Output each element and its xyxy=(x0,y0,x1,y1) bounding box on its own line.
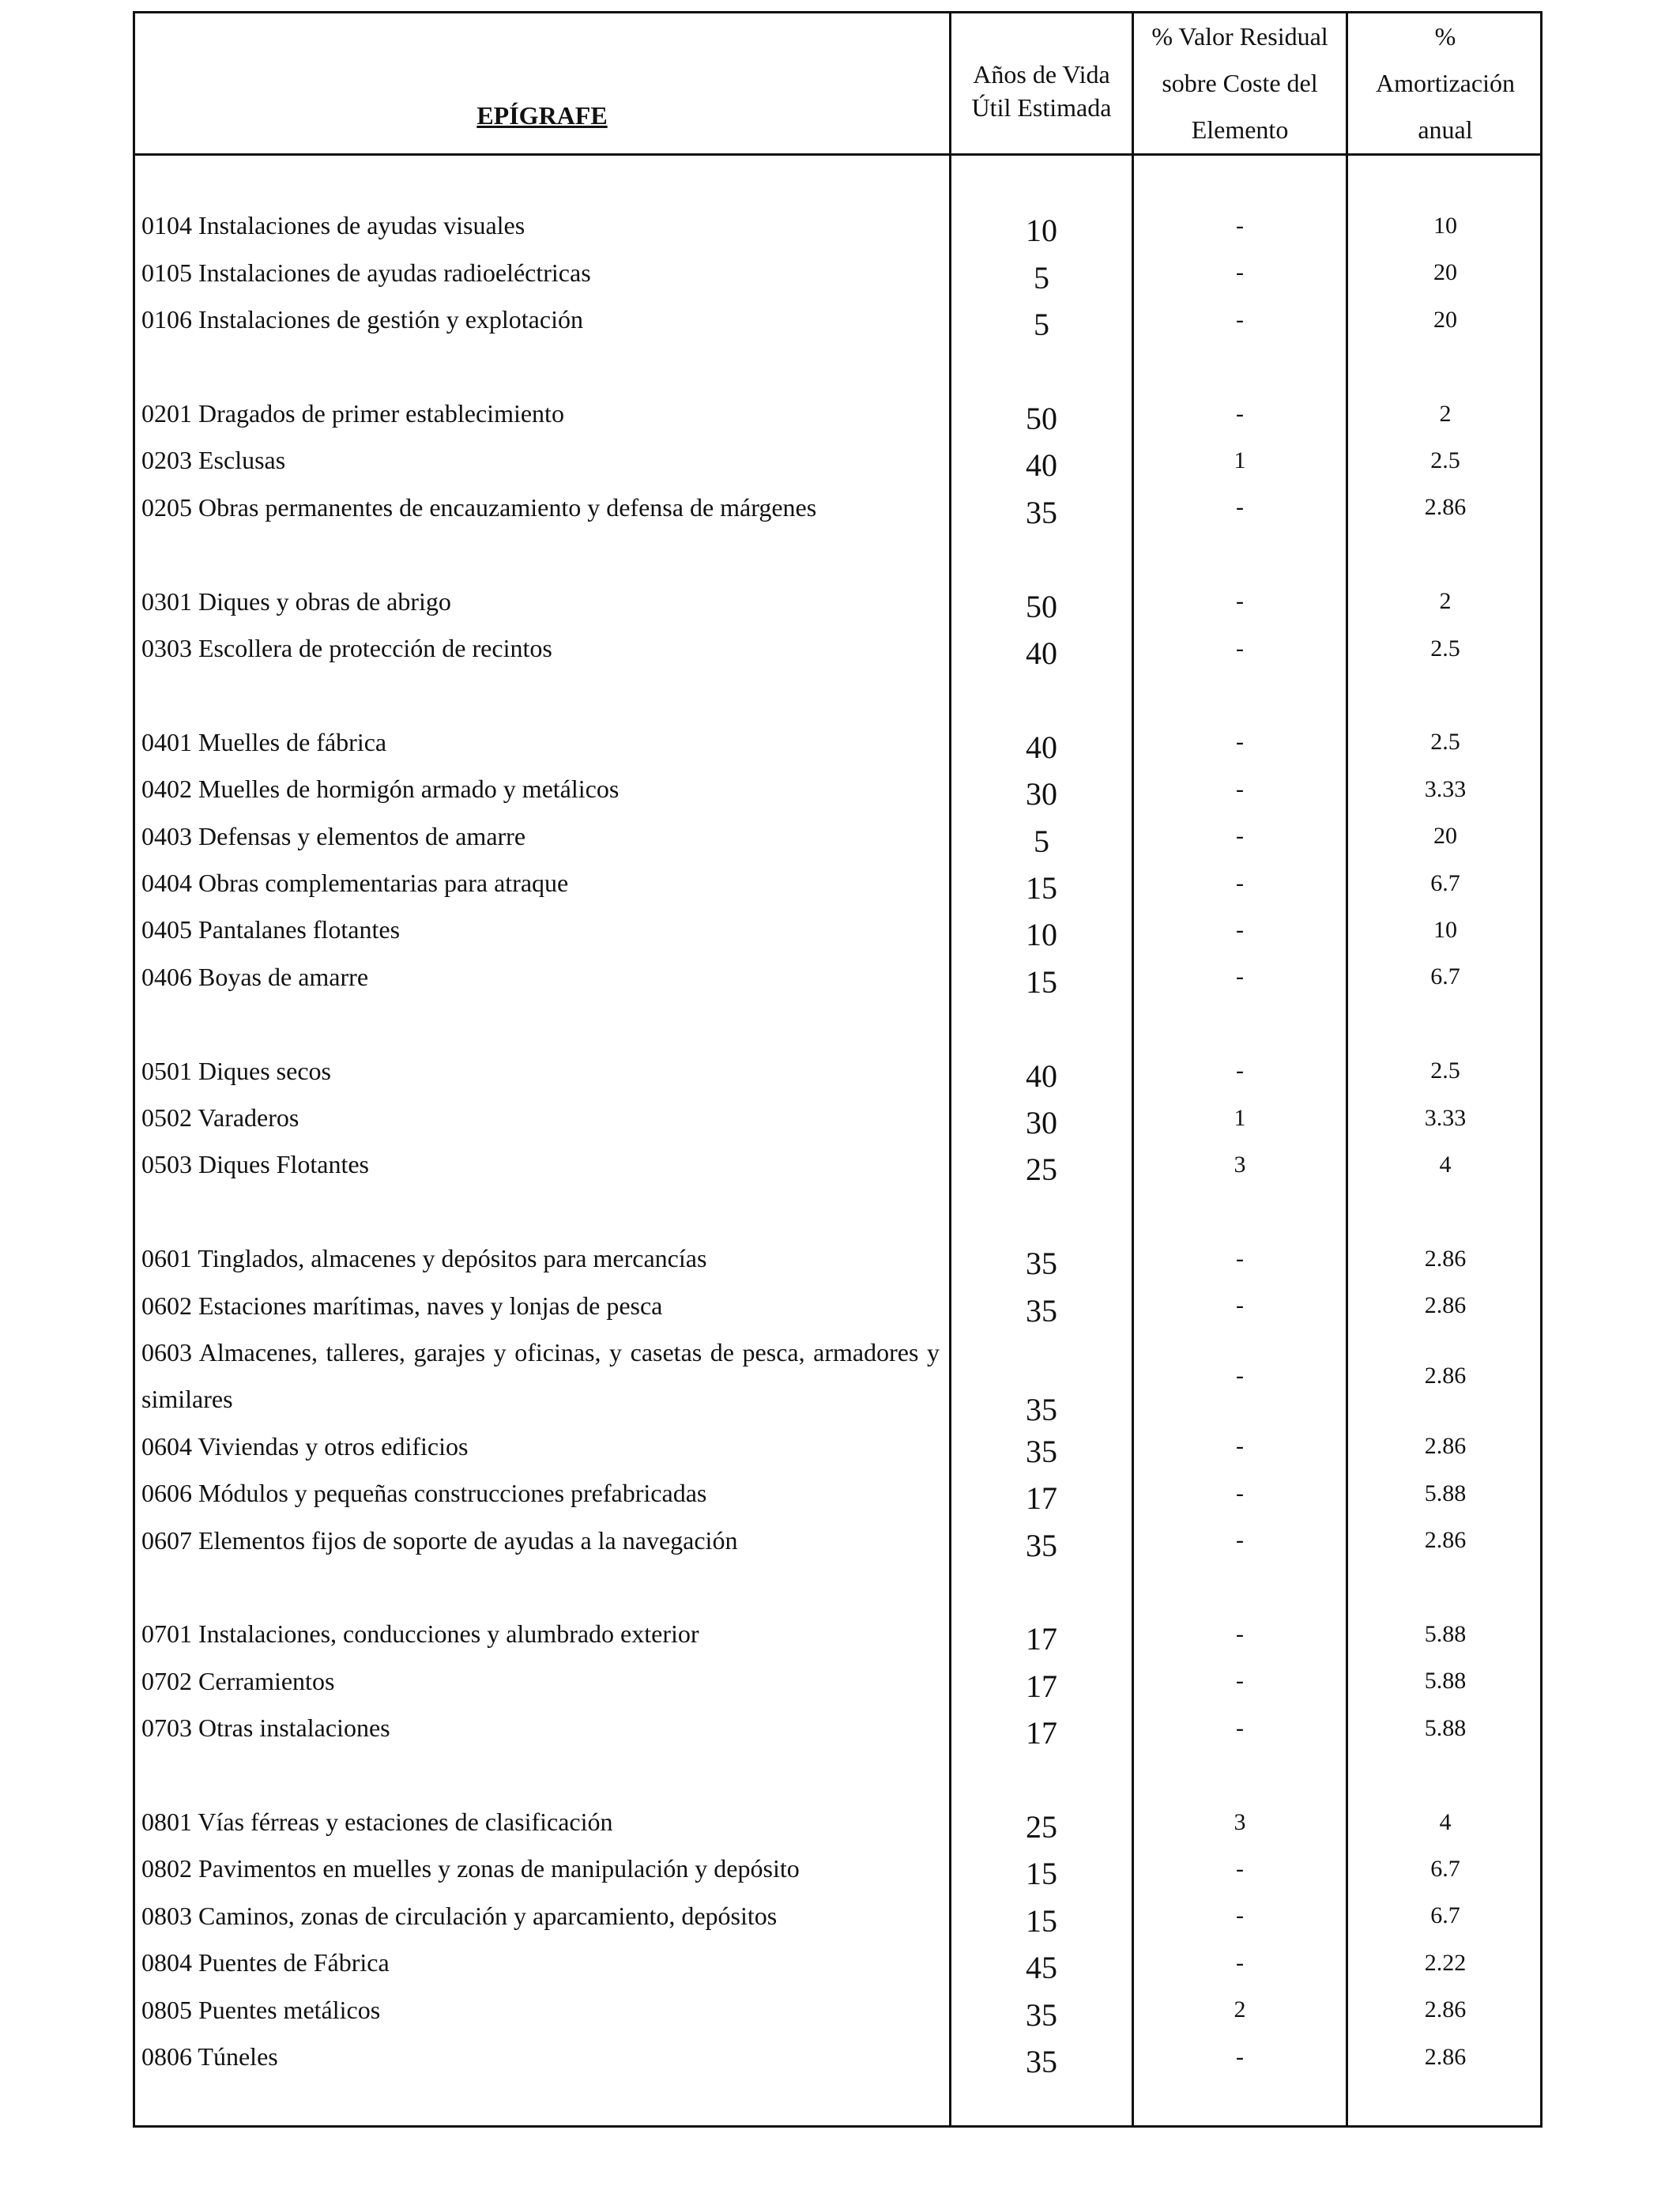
amortizacion-cell: 2.86 xyxy=(1424,1245,1467,1272)
anos-vida-util-cell: 40 xyxy=(1026,635,1057,671)
header-epigrafe-label: EPÍGRAFE xyxy=(477,101,608,130)
valor-residual-cell: 3 xyxy=(1234,1151,1246,1178)
valor-residual-cell: - xyxy=(1236,2043,1244,2070)
valor-residual-cell: - xyxy=(1236,494,1244,521)
valor-residual-cell: - xyxy=(1236,635,1244,662)
anos-vida-util-cell: 15 xyxy=(1026,1856,1057,1892)
amortizacion-cell: 20 xyxy=(1433,823,1457,850)
valor-residual-cell: 2 xyxy=(1234,1996,1246,2023)
valor-residual-cell: - xyxy=(1236,588,1244,615)
epigrafe-cell: 0303 Escollera de protección de recintos xyxy=(141,634,552,662)
anos-vida-util-cell: 35 xyxy=(1026,2044,1057,2079)
amortizacion-cell: 3.33 xyxy=(1424,1104,1467,1131)
amortizacion-cell: 10 xyxy=(1433,916,1457,943)
anos-vida-util-cell: 17 xyxy=(1026,1480,1057,1517)
table-row xyxy=(135,719,1540,766)
epigrafe-cell: 0301 Diques y obras de abrigo xyxy=(141,586,451,616)
amortizacion-cell: 4 xyxy=(1439,1808,1452,1835)
epigrafe-cell: 0607 Elementos fijos de soporte de ayudas a la navegación xyxy=(141,1525,738,1555)
epigrafe-cell: 0803 Caminos, zonas de circulación y aparcamiento, depósitos xyxy=(141,1901,778,1930)
valor-residual-cell: 1 xyxy=(1234,447,1246,473)
anos-vida-util-cell: 5 xyxy=(1034,823,1049,859)
amortizacion-cell: 20 xyxy=(1433,259,1457,286)
header-divider xyxy=(135,153,1540,156)
table-row xyxy=(135,1095,1540,1141)
valor-residual-cell: - xyxy=(1236,869,1244,896)
epigrafe-cell: 0801 Vías férreas y estaciones de clasificación xyxy=(141,1808,613,1836)
anos-vida-util-cell: 35 xyxy=(1026,1996,1057,2033)
epigrafe-cell: 0201 Dragados de primer establecimiento xyxy=(141,399,564,428)
header-anos-line: Útil Estimada xyxy=(971,92,1112,122)
amortizacion-cell: 2.86 xyxy=(1424,1527,1467,1554)
header-amortizacion-anual xyxy=(1348,13,1543,153)
header-anos-vida-util xyxy=(951,13,1132,153)
epigrafe-cell: 0602 Estaciones marítimas, naves y lonjas de pesca xyxy=(141,1291,663,1320)
amortizacion-cell: 6.7 xyxy=(1430,1855,1460,1882)
table-row xyxy=(135,1235,1540,1282)
epigrafe-cell: 0205 Obras permanentes de encauzamiento y defensa de márgenes xyxy=(141,492,817,522)
header-amort-line: Amortización xyxy=(1376,69,1515,97)
epigrafe-cell: 0603 Almacenes, talleres, garajes y oficinas, y casetas de pesca, armadores y similares xyxy=(141,1338,940,1413)
table-row xyxy=(135,1611,1540,1657)
amortizacion-cell: 2.86 xyxy=(1424,1362,1467,1389)
amortizacion-cell: 2.86 xyxy=(1424,494,1467,521)
epigrafe-cell: 0406 Boyas de amarre xyxy=(141,962,369,991)
anos-vida-util-cell: 40 xyxy=(1026,729,1057,765)
anos-vida-util-cell: 5 xyxy=(1034,307,1049,343)
valor-residual-cell: - xyxy=(1236,1620,1244,1647)
table-row xyxy=(135,766,1540,812)
table-row xyxy=(135,1141,1540,1188)
anos-vida-util-cell: 30 xyxy=(1026,776,1057,812)
epigrafe-cell: 0203 Esclusas xyxy=(141,446,286,475)
valor-residual-cell: - xyxy=(1236,1949,1244,1976)
epigrafe-cell: 0802 Pavimentos en muelles y zonas de manipulación y depósito xyxy=(141,1854,800,1883)
epigrafe-cell: 0805 Puentes metálicos xyxy=(141,1995,381,2024)
table-row xyxy=(135,484,1540,531)
valor-residual-cell: - xyxy=(1236,1057,1244,1084)
anos-vida-util-cell: 40 xyxy=(1026,447,1057,484)
table-row xyxy=(135,1283,1540,1329)
table-row xyxy=(135,1470,1540,1517)
anos-vida-util-cell: 40 xyxy=(1026,1057,1057,1094)
anos-vida-util-cell: 35 xyxy=(1026,1433,1057,1469)
anos-vida-util-cell: 17 xyxy=(1026,1715,1057,1751)
amortizacion-cell: 6.7 xyxy=(1430,1902,1460,1929)
amortizacion-cell: 2 xyxy=(1439,588,1452,615)
header-epigrafe xyxy=(135,13,949,153)
header-anos-line: Años de Vida xyxy=(973,59,1110,89)
epigrafe-cell: 0606 Módulos y pequeñas construcciones prefabricadas xyxy=(141,1479,707,1508)
table-row xyxy=(135,1893,1540,1940)
anos-vida-util-cell: 50 xyxy=(1026,588,1057,624)
valor-residual-cell: - xyxy=(1236,1245,1244,1272)
table-row xyxy=(135,907,1540,953)
valor-residual-cell: - xyxy=(1236,1527,1244,1554)
epigrafe-cell: 0601 Tinglados, almacenes y depósitos para mercancías xyxy=(141,1244,707,1273)
anos-vida-util-cell: 25 xyxy=(1026,1809,1057,1845)
table-row xyxy=(135,625,1540,672)
valor-residual-cell: - xyxy=(1236,823,1244,850)
table-row xyxy=(135,1658,1540,1705)
valor-residual-cell: 1 xyxy=(1234,1104,1246,1131)
amortizacion-cell: 6.7 xyxy=(1430,963,1460,990)
amortizacion-cell: 2.86 xyxy=(1424,1433,1467,1460)
valor-residual-cell: - xyxy=(1236,729,1244,756)
table-row xyxy=(135,202,1540,249)
epigrafe-cell: 0503 Diques Flotantes xyxy=(141,1150,369,1179)
epigrafe-cell: 0501 Diques secos xyxy=(141,1056,331,1085)
amortizacion-cell: 2.5 xyxy=(1430,447,1460,473)
table-row xyxy=(135,1940,1540,1986)
anos-vida-util-cell: 17 xyxy=(1026,1668,1057,1704)
anos-vida-util-cell: 35 xyxy=(1026,494,1057,530)
amortizacion-cell: 5.88 xyxy=(1424,1668,1467,1695)
table-row xyxy=(135,1048,1540,1095)
epigrafe-cell: 0702 Cerramientos xyxy=(141,1666,335,1695)
anos-vida-util-cell: 45 xyxy=(1026,1950,1057,1986)
valor-residual-cell: - xyxy=(1236,306,1244,333)
epigrafe-cell: 0604 Viviendas y otros edificios xyxy=(141,1431,469,1461)
table-row xyxy=(135,954,1540,1001)
amortizacion-cell: 6.7 xyxy=(1430,869,1460,896)
anos-vida-util-cell: 15 xyxy=(1026,963,1057,1000)
valor-residual-cell: - xyxy=(1236,1292,1244,1319)
amortizacion-cell: 2.86 xyxy=(1424,2043,1467,2070)
anos-vida-util-cell: 15 xyxy=(1026,870,1057,906)
table-row xyxy=(135,390,1540,437)
valor-residual-cell: - xyxy=(1236,1855,1244,1882)
table-row xyxy=(135,1987,1540,2034)
epigrafe-cell: 0401 Muelles de fábrica xyxy=(141,727,387,756)
header-valor-line: Elemento xyxy=(1191,115,1289,144)
valor-residual-cell: - xyxy=(1236,1902,1244,1929)
valor-residual-cell: - xyxy=(1236,400,1244,427)
anos-vida-util-cell: 50 xyxy=(1026,401,1057,436)
epigrafe-cell: 0106 Instalaciones de gestión y explotación xyxy=(141,305,583,334)
anos-vida-util-cell: 25 xyxy=(1026,1152,1057,1188)
anos-vida-util-cell: 5 xyxy=(1034,259,1049,296)
anos-vida-util-cell: 35 xyxy=(1026,1527,1057,1563)
table-row xyxy=(135,437,1540,484)
anos-vida-util-cell: 30 xyxy=(1026,1105,1057,1140)
header-valor-line: sobre Coste del xyxy=(1162,69,1318,97)
table-row xyxy=(135,1517,1540,1564)
amortizacion-cell: 2.5 xyxy=(1430,729,1460,756)
epigrafe-cell: 0402 Muelles de hormigón armado y metálicos xyxy=(141,775,620,804)
amortizacion-cell: 2.22 xyxy=(1424,1949,1467,1976)
epigrafe-cell: 0104 Instalaciones de ayudas visuales xyxy=(141,211,525,240)
anos-vida-util-cell: 35 xyxy=(1026,1246,1057,1282)
valor-residual-cell: - xyxy=(1236,1668,1244,1695)
valor-residual-cell: - xyxy=(1236,963,1244,990)
header-amort-line: anual xyxy=(1418,115,1473,144)
amortizacion-cell: 5.88 xyxy=(1424,1620,1467,1647)
table-row xyxy=(135,1423,1540,1470)
valor-residual-cell: - xyxy=(1236,775,1244,802)
valor-residual-cell: - xyxy=(1236,1714,1244,1741)
table-row xyxy=(135,1329,1540,1427)
table-row xyxy=(135,860,1540,907)
valor-residual-cell: - xyxy=(1236,1362,1244,1389)
anos-vida-util-cell: 17 xyxy=(1026,1621,1057,1657)
table-row xyxy=(135,813,1540,860)
table-row xyxy=(135,1799,1540,1845)
valor-residual-cell: - xyxy=(1236,1480,1244,1506)
amortizacion-cell: 2.5 xyxy=(1430,635,1460,662)
anos-vida-util-cell: 15 xyxy=(1026,1902,1057,1939)
table-row xyxy=(135,1845,1540,1892)
amortizacion-cell: 4 xyxy=(1439,1151,1452,1178)
table-row xyxy=(135,296,1540,343)
epigrafe-cell: 0105 Instalaciones de ayudas radioeléctricas xyxy=(141,258,591,287)
epigrafe-cell: 0405 Pantalanes flotantes xyxy=(141,915,401,944)
epigrafe-cell: 0804 Puentes de Fábrica xyxy=(141,1948,390,1977)
valor-residual-cell: - xyxy=(1236,916,1244,943)
valor-residual-cell: - xyxy=(1236,212,1244,239)
amortizacion-cell: 2.5 xyxy=(1430,1057,1460,1084)
epigrafe-cell: 0703 Otras instalaciones xyxy=(141,1713,390,1743)
epigrafe-cell: 0701 Instalaciones, conducciones y alumbrado exterior xyxy=(141,1619,699,1649)
header-valor-line: % Valor Residual xyxy=(1151,22,1328,51)
amortizacion-cell: 10 xyxy=(1433,212,1457,239)
amortization-table xyxy=(133,11,1543,2128)
table-row xyxy=(135,2034,1540,2080)
table-row xyxy=(135,1705,1540,1751)
epigrafe-cell: 0403 Defensas y elementos de amarre xyxy=(141,821,526,850)
epigrafe-cell: 0502 Varaderos xyxy=(141,1103,299,1132)
valor-residual-cell: - xyxy=(1236,259,1244,286)
amortizacion-cell: 2 xyxy=(1439,400,1452,427)
valor-residual-cell: 3 xyxy=(1234,1808,1246,1835)
anos-vida-util-cell: 35 xyxy=(1026,1392,1057,1427)
table-row xyxy=(135,250,1540,296)
anos-vida-util-cell: 35 xyxy=(1026,1292,1057,1329)
table-row xyxy=(135,579,1540,625)
anos-vida-util-cell: 10 xyxy=(1026,213,1057,249)
amortizacion-cell: 2.86 xyxy=(1424,1292,1467,1319)
epigrafe-cell: 0404 Obras complementarias para atraque xyxy=(141,869,569,897)
header-amort-line: % xyxy=(1434,22,1456,51)
valor-residual-cell: - xyxy=(1236,1433,1244,1460)
amortizacion-cell: 5.88 xyxy=(1424,1714,1467,1741)
epigrafe-cell: 0806 Túneles xyxy=(141,2042,278,2071)
amortizacion-cell: 20 xyxy=(1433,306,1457,333)
anos-vida-util-cell: 10 xyxy=(1026,917,1057,953)
header-valor-residual xyxy=(1134,13,1346,153)
amortizacion-cell: 3.33 xyxy=(1424,775,1467,802)
amortizacion-cell: 5.88 xyxy=(1424,1480,1467,1506)
amortizacion-cell: 2.86 xyxy=(1424,1996,1467,2023)
